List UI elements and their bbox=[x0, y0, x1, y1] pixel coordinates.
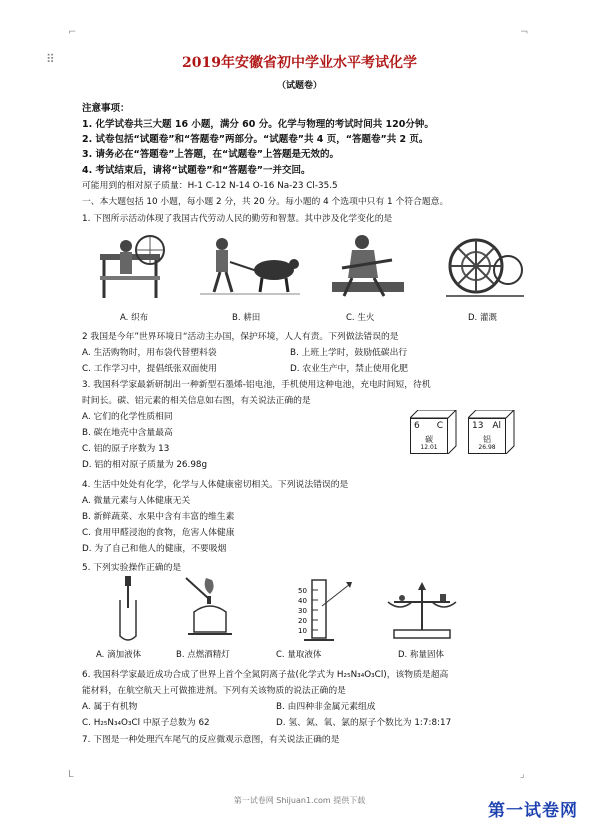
cylinder-tick-label: 50 bbox=[298, 587, 307, 595]
irrigation-waterwheel-figure bbox=[446, 232, 524, 302]
cylinder-tick-label: 10 bbox=[298, 627, 307, 635]
question-5-stem: 5. 下列实验操作正确的是 bbox=[82, 563, 182, 573]
graduated-cylinder-figure bbox=[286, 576, 356, 646]
q6-option-b: B. 由四种非金属元素组成 bbox=[276, 702, 376, 712]
crop-mark-top-right: ¬ bbox=[520, 27, 529, 38]
q2-option-b: B. 上班上学时，鼓励低碳出行 bbox=[290, 348, 408, 358]
page-subtitle: （试题卷） bbox=[276, 81, 322, 91]
crop-mark-bottom-right: ⌟ bbox=[520, 769, 525, 780]
atomic-number: 6 bbox=[414, 421, 420, 431]
q5-option-a: A. 滴加液体 bbox=[96, 650, 142, 660]
q5-option-c: C. 量取液体 bbox=[276, 650, 322, 660]
element-name: 碳 bbox=[425, 435, 433, 444]
crop-mark-bottom-left: L bbox=[68, 769, 74, 780]
question-2-stem: 2 我国是今年”世界环境日“活动主办国，保护环境，人人有责。下列做法错误的是 bbox=[82, 332, 399, 342]
atomic-number: 13 bbox=[472, 421, 484, 431]
question-4-stem: 4. 生活中处处有化学，化学与人体健康密切相关。下列说法错误的是 bbox=[82, 480, 349, 490]
q6-option-c: C. H₂₅N₃₄O₃Cl 中原子总数为 62 bbox=[82, 718, 210, 728]
q4-option-a: A. 微量元素与人体健康无关 bbox=[82, 496, 191, 506]
plowing-ox-figure bbox=[200, 232, 300, 302]
making-fire-figure bbox=[322, 230, 412, 302]
q3-option-d: D. 铝的相对原子质量为 26.98g bbox=[82, 460, 208, 470]
q4-option-c: C. 食用甲醛浸泡的食物，危害人体健康 bbox=[82, 528, 235, 538]
question-7-stem: 7. 下图是一种处理汽车尾气的反应微观示意图，有关说法正确的是 bbox=[82, 735, 340, 745]
cylinder-tick-label: 20 bbox=[298, 617, 307, 625]
q5-option-b: B. 点燃酒精灯 bbox=[176, 650, 230, 660]
atomic-masses: 可能用到的相对原子质量：H-1 C-12 N-14 O-16 Na-23 Cl-35.5 bbox=[82, 181, 338, 191]
q6-option-d: D. 氢、氮、氧、氯的原子个数比为 1:7:8:17 bbox=[276, 718, 452, 728]
notice-item: 4. 考试结束后，请将“试题卷”和“答题卷”一并交回。 bbox=[82, 165, 311, 176]
tile-depth-carbon bbox=[410, 410, 458, 454]
footer-watermark: 第一试卷网 Shijuan1.com 提供下载 bbox=[233, 796, 366, 805]
q4-option-d: D. 为了自己和他人的健康，不要吸烟 bbox=[82, 544, 227, 554]
page-title: 2019年安徽省初中学业水平考试化学 bbox=[182, 55, 417, 71]
cylinder-tick-label: 30 bbox=[298, 607, 307, 615]
notice-item: 1. 化学试卷共三大题 16 小题，满分 60 分。化学与物理的考试时间共 120分钟。 bbox=[82, 119, 434, 130]
atomic-mass: 26.98 bbox=[478, 444, 496, 451]
question-3-stem-cont: 时间长。碳、铝元素的相关信息如右图，有关说法正确的是 bbox=[82, 396, 311, 406]
q2-option-a: A. 生活购物时，用布袋代替塑料袋 bbox=[82, 348, 217, 358]
notice-item: 2. 试卷包括“试题卷”和“答题卷”两部分。“试题卷”共 4 页，“答题卷”共 2 页。 bbox=[82, 134, 429, 145]
q1-option-b: B. 耕田 bbox=[232, 313, 261, 323]
brand-logo[interactable]: 第一试卷网 bbox=[488, 801, 578, 821]
element-name: 铝 bbox=[483, 435, 491, 444]
question-6-stem-cont: 能材料，在航空航天上可做推进剂。下列有关该物质的说法正确的是 bbox=[82, 686, 346, 696]
q1-option-d: D. 灌溉 bbox=[468, 313, 497, 323]
q6-option-a: A. 属于有机物 bbox=[82, 702, 138, 712]
alcohol-lamp-figure bbox=[180, 574, 240, 644]
q1-option-a: A. 织布 bbox=[120, 313, 149, 323]
element-symbol: C bbox=[436, 421, 443, 431]
q2-option-d: D. 农业生产中，禁止使用化肥 bbox=[290, 364, 408, 374]
crop-mark-top-left: ⌐ bbox=[68, 27, 77, 38]
q3-option-c: C. 铝的原子序数为 13 bbox=[82, 444, 170, 454]
q4-option-b: B. 新鲜蔬菜、水果中含有丰富的维生素 bbox=[82, 512, 235, 522]
section-heading: 一、本大题包括 10 小题，每小题 2 分，共 20 分。每小题的 4 个选项中只有 1 个符合题意。 bbox=[82, 197, 449, 207]
weaving-loom-figure bbox=[96, 232, 166, 302]
element-symbol: Al bbox=[492, 421, 501, 431]
q3-option-b: B. 碳在地壳中含量最高 bbox=[82, 428, 173, 438]
tile-depth-aluminum bbox=[468, 410, 516, 454]
question-6-stem: 6. 我国科学家最近成功合成了世界上首个全氮阴离子盐(化学式为 H₂₅N₃₄O₃Cl)，该物质是超高 bbox=[82, 670, 449, 680]
q3-option-a: A. 它们的化学性质相同 bbox=[82, 412, 173, 422]
balance-scale-figure bbox=[384, 578, 460, 644]
notice-item: 3. 请务必在“答题卷”上答题，在“试题卷”上答题是无效的。 bbox=[82, 149, 340, 160]
notice-heading: 注意事项： bbox=[82, 103, 130, 114]
cylinder-tick-label: 40 bbox=[298, 597, 307, 605]
q1-option-c: C. 生火 bbox=[346, 313, 375, 323]
atomic-mass: 12.01 bbox=[420, 444, 438, 451]
question-1-stem: 1. 下图所示活动体现了我国古代劳动人民的勤劳和智慧。其中涉及化学变化的是 bbox=[82, 214, 393, 224]
q5-option-d: D. 称量固体 bbox=[398, 650, 444, 660]
dropper-test-tube-figure bbox=[108, 574, 148, 644]
question-3-stem: 3. 我国科学家最新研制出一种新型石墨烯-铝电池，手机使用这种电池，充电时间短，待机 bbox=[82, 380, 431, 390]
drag-handle-icon[interactable]: ⠿ bbox=[46, 52, 55, 66]
q2-option-c: C. 工作学习中，提倡纸张双面使用 bbox=[82, 364, 217, 374]
